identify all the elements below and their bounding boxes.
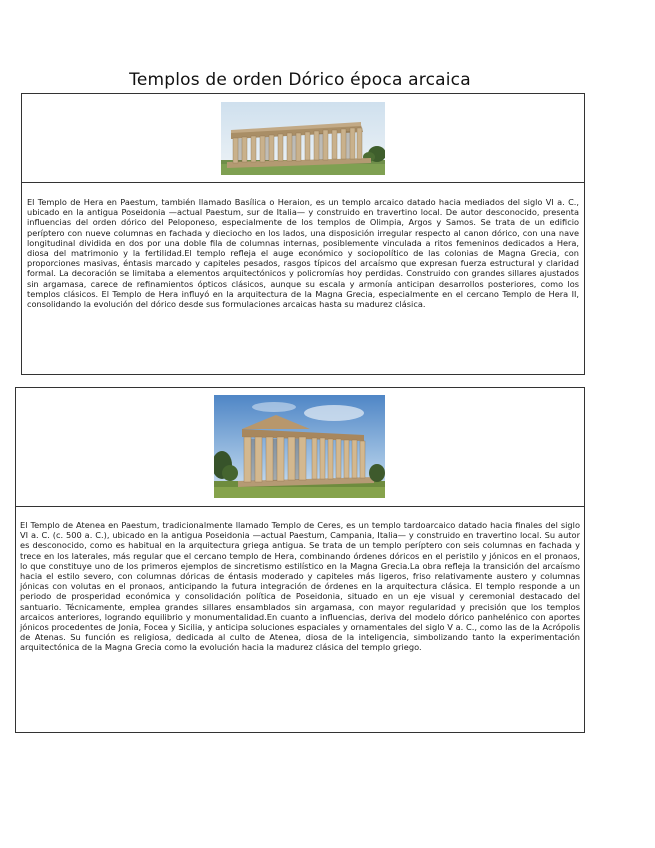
image-cell [16,388,584,507]
temple-card-atenea [15,387,585,733]
document-title: Templos de orden Dórico época arcaica [129,70,471,90]
temple-description: El Templo de Hera en Paestum, también llamado Basílica o Heraion, es un templo arcaico datado hacia mediados del siglo VI a. C., ubicado en la antigua Poseidonia —actual Paestum, sur de Italia— y construido en travertino local. De autor desconocido, presenta influencias del orden dórico del Peloponeso, especialmente de los templos de Olimpia, Argos y Samos. Se trata de un edificio períptero con nueve columnas en fachada y dieciocho en los lados, una disposición irregular respecto al canon dórico, con una nave longitudinal dividida en dos por una doble fila de columnas internas, posiblemente vinculada a ritos femeninos dedicados a Hera, diosa del matrimonio y la fertilidad.El templo refleja el auge económico y sociopolítico de las colonias de Magna Grecia, con proporciones masivas, éntasis marcado y capiteles pesados, rasgos típicos del arcaísmo que expresan fuerza estructural y claridad formal. La decoración se limitaba a elementos arquitectónicos y policromías hoy perdidas. Construido con grandes sillares ajustados sin argamasa, carece de refinamientos ópticos clásicos, aunque su escala y armonía anticipan desarrollos posteriores, como los templos clásicos. El Templo de Hera influyó en la arquitectura de la Magna Grecia, especialmente en el cercano Templo de Hera II, consolidando la evolución del dórico desde sus formulaciones arcaicas hasta su madurez clásica. [27,197,579,310]
temple-of-athena-photo [214,395,385,498]
temple-of-hera-photo [221,102,385,175]
temple-description: El Templo de Atenea en Paestum, tradicionalmente llamado Templo de Ceres, es un templo tardoarcaico datado hacia finales del siglo VI a. C. (c. 500 a. C.), ubicado en la antigua Poseidonia —actual Paestum, Campania, Italia— y construido en travertino local. Su autor es desconocido, como es habitual en la arquitectura griega antigua. Se trata de un templo períptero con seis columnas en fachada y trece en los laterales, más regular que el cercano templo de Hera, combinando órdenes dóricos en el peristilo y jónicos en el pronaos, lo que constituye uno de los primeros ejemplos de sincretismo estilístico en la Magna Grecia.La obra refleja la transición del arcaísmo hacia el estilo severo, con columnas dóricas de éntasis moderado y capiteles más ligeros, friso relativamente austero y columnas jónicas con volutas en el pronaos, anticipando la futura integración de órdenes en la arquitectura clásica. El templo responde a un periodo de prosperidad económica y consolidación política de Poseidonia, situado en un eje visual y ceremonial destacado del santuario. Técnicamente, emplea grandes sillares ensamblados sin argamasa, con mayor regularidad y precisión que los templos arcaicos anteriores, logrando equilibrio y monumentalidad.En cuanto a influencias, deriva del modelo dórico panhelénico con aportes jónicos procedentes de Jonia, Focea y Sicilia, y anticipa soluciones espaciales y ornamentales del siglo V a. C., como las de la Acrópolis de Atenas. Su función es religiosa, dedicada al culto de Atenea, diosa de la inteligencia, simbolizando tanto la experimentación arquitectónica de la Magna Grecia como la evolución hacia la madurez clásica del templo griego. [20,520,580,653]
temple-card-hera [21,93,585,375]
image-cell [22,94,584,183]
